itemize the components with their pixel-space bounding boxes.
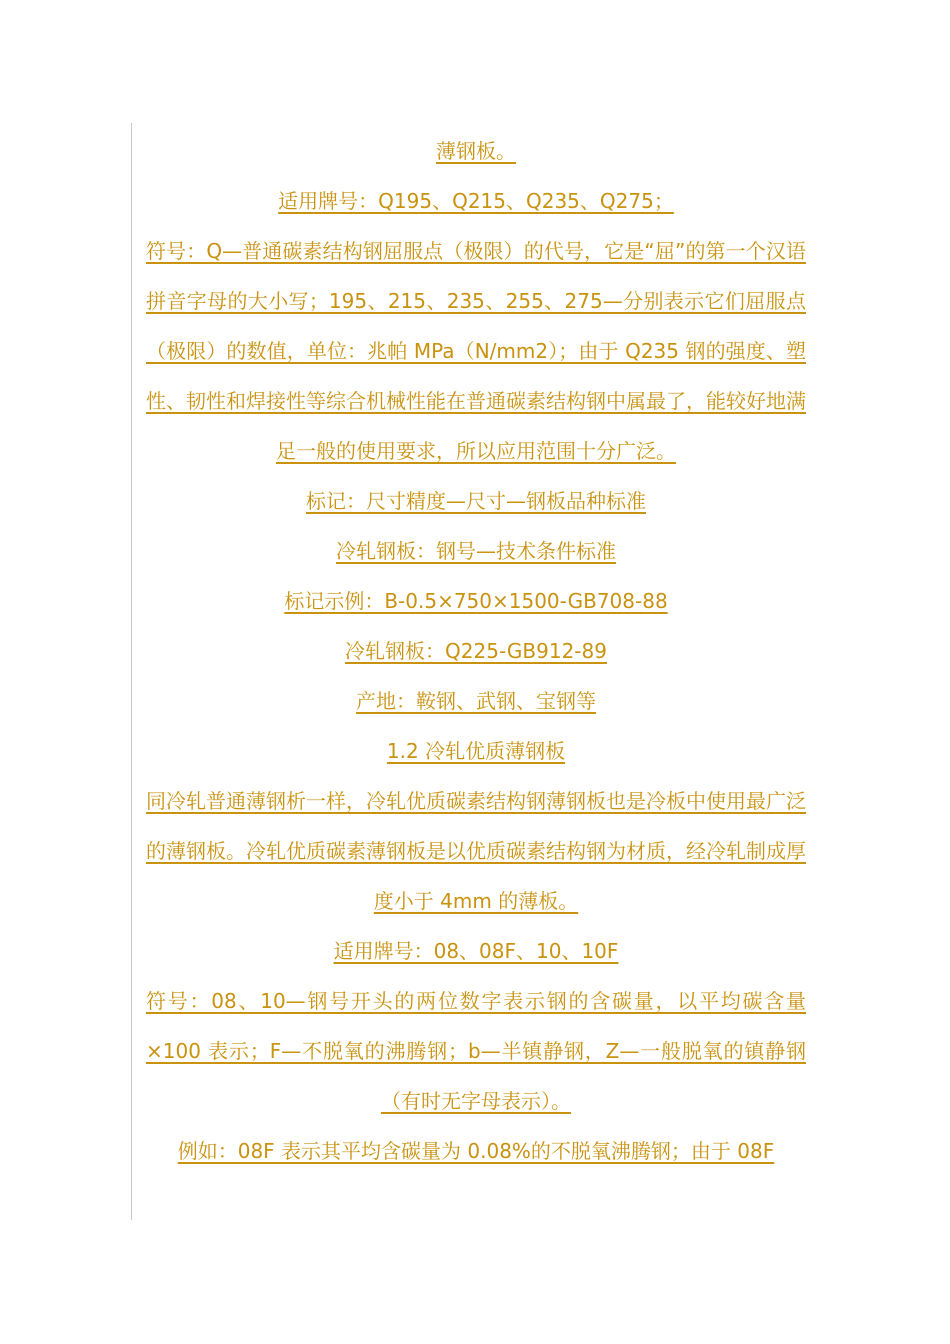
paragraph-10	[146, 776, 806, 926]
link-text[interactable]: 标记：尺寸精度—尺寸—钢板品种标准	[306, 489, 646, 513]
paragraph-5	[146, 526, 806, 576]
link-text[interactable]: 适用牌号：08、08F、10、10F	[333, 939, 619, 963]
link-text[interactable]: 标记示例：B-0.5×750×1500-GB708-88	[284, 589, 668, 613]
paragraph-13	[146, 1126, 806, 1176]
paragraph-3	[146, 226, 806, 476]
link-text[interactable]: 例如：08F 表示其平均含碳量为 0.08%的不脱氧沸腾钢；由于 08F	[177, 1139, 775, 1163]
paragraph-11	[146, 926, 806, 976]
paragraph-12	[146, 976, 806, 1126]
link-text[interactable]: 冷轧钢板：钢号—技术条件标准	[336, 539, 616, 563]
link-text[interactable]: 适用牌号：Q195、Q215、Q235、Q275；	[278, 189, 674, 213]
paragraph-4	[146, 476, 806, 526]
paragraph-6	[146, 576, 806, 626]
link-text[interactable]: 符号：Q—普通碳素结构钢屈服点（极限）的代号，它是“屈”的第一个汉语拼音字母的大小写；195、215、235、255、275—分别表示它们屈服点（极限）的数值，单位：兆帕 MPa（N/mm2）；由于 Q235 钢的强度、塑性、韧性和焊接性等综合机械性能在普通碳素结构钢中属最了，能较好地满足一般的使用要求，所以应用范围十分广泛。	[146, 239, 806, 463]
paragraph-7	[146, 626, 806, 676]
link-text[interactable]: 薄钢板。	[436, 139, 516, 163]
paragraph-8	[146, 676, 806, 726]
paragraph-1	[146, 126, 806, 176]
link-text[interactable]: 同冷轧普通薄钢析一样，冷轧优质碳素结构钢薄钢板也是冷板中使用最广泛的薄钢板。冷轧优质碳素薄钢板是以优质碳素结构钢为材质，经冷轧制成厚度小于 4mm 的薄板。	[146, 789, 806, 913]
link-text[interactable]: 冷轧钢板：Q225-GB912-89	[345, 639, 607, 663]
paragraph-2	[146, 176, 806, 226]
link-text[interactable]: 产地：鞍钢、武钢、宝钢等	[356, 689, 596, 713]
document-body	[146, 126, 806, 1176]
section-heading	[146, 726, 806, 776]
link-text[interactable]: 符号：08、10—钢号开头的两位数字表示钢的含碳量，以平均碳含量×100 表示；F—不脱氧的沸腾钢；b—半镇静钢，Z—一般脱氧的镇静钢（有时无字母表示）。	[146, 989, 806, 1113]
link-text[interactable]: 1.2 冷轧优质薄钢板	[386, 739, 566, 763]
margin-rule	[131, 123, 132, 1220]
